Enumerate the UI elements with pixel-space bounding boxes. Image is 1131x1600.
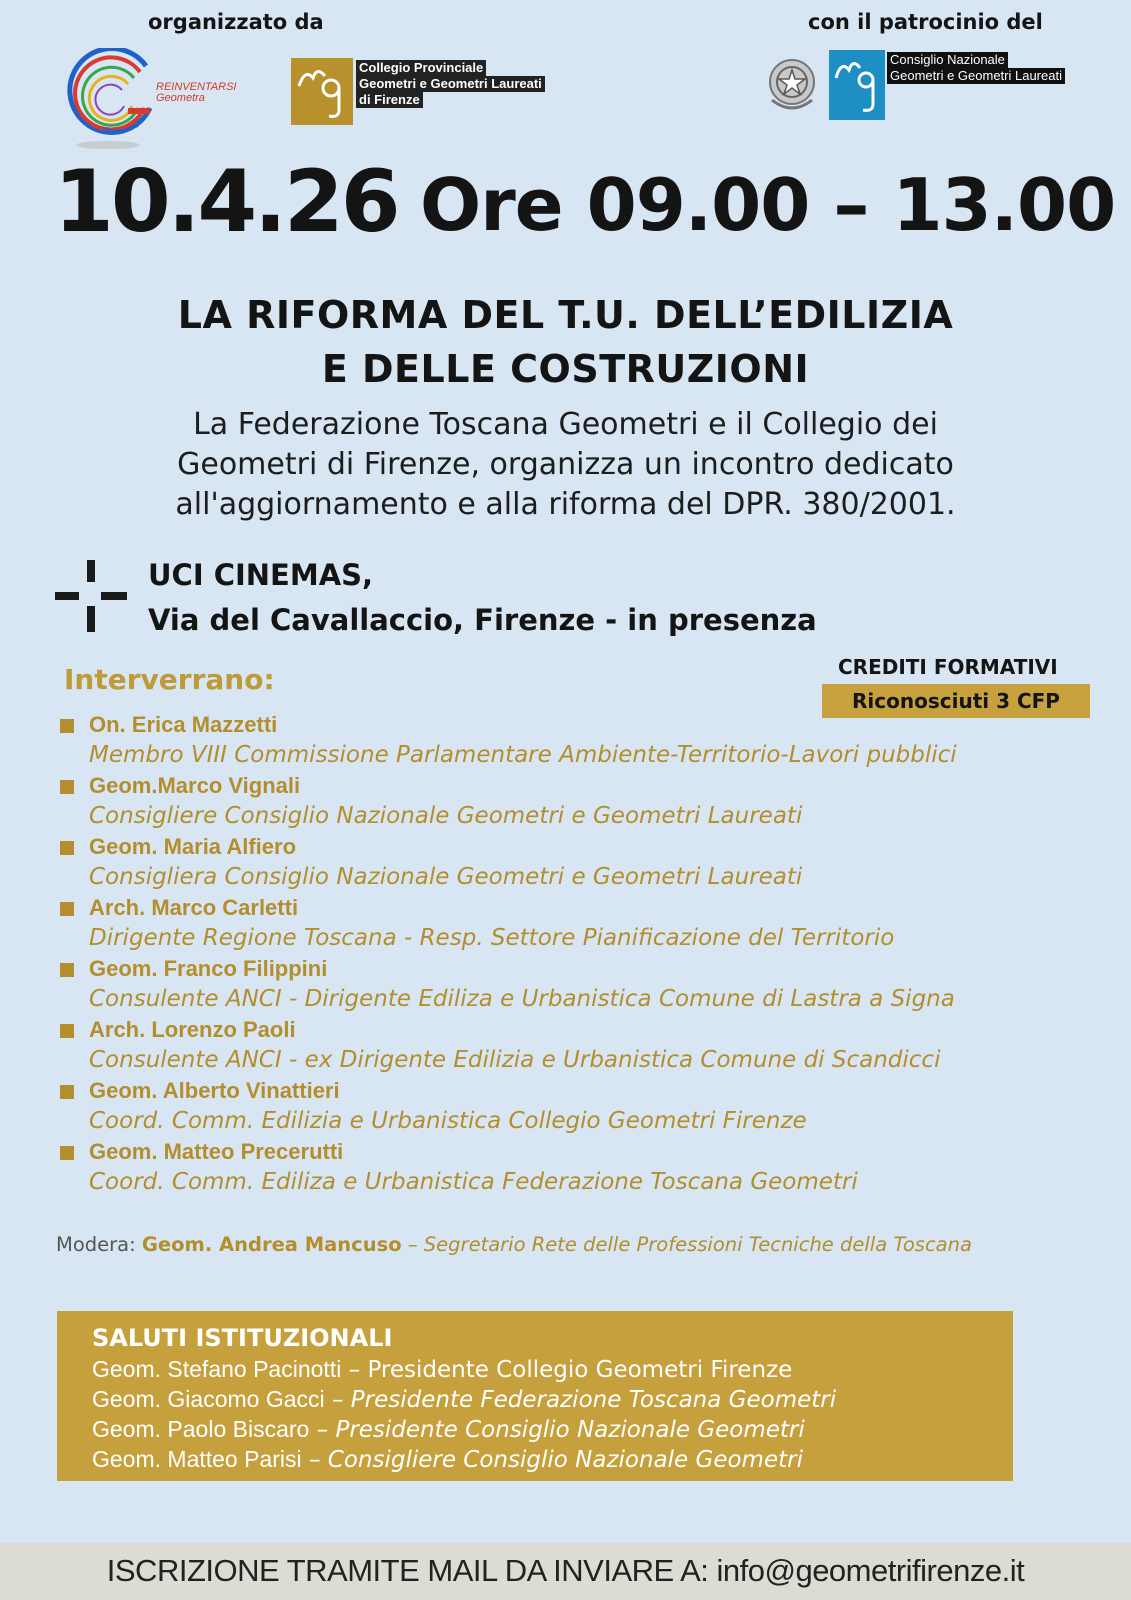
speaker-name: On. Erica Mazzetti <box>89 712 278 737</box>
speaker-role: Coord. Comm. Edilizia e Urbanistica Collegio Geometri Firenze <box>89 1108 807 1134</box>
greeting-line <box>92 1415 836 1445</box>
speakers-list <box>60 712 1120 1200</box>
greeting-line <box>92 1385 836 1415</box>
speaker-role: Dirigente Regione Toscana - Resp. Settore Pianificazione del Territorio <box>89 925 895 951</box>
event-title <box>0 288 1131 396</box>
bullet-square-icon <box>60 963 74 977</box>
greeting-line <box>92 1445 836 1475</box>
event-intro: La Federazione Toscana Geometri e il Collegio dei Geometri di Firenze, organizza un incontro dedicato all'aggiornamento e alla riforma del DPR. 380/2001. <box>175 407 956 522</box>
speaker-item <box>60 1078 1120 1139</box>
event-time: Ore 09.00 – 13.00 <box>420 163 1116 247</box>
speaker-role: Consigliere Consiglio Nazionale Geometri e Geometri Laureati <box>89 803 803 829</box>
reinventarsi-wordmark: REINVENTARSI Geometra <box>156 81 237 104</box>
speaker-item <box>60 1139 1120 1200</box>
greeting-name: Geom. Matteo Parisi <box>92 1446 302 1472</box>
speaker-item <box>60 773 1120 834</box>
event-title-line1: LA RIFORMA DEL T.U. DELL’EDILIZIA <box>177 293 954 337</box>
speaker-item <box>60 895 1120 956</box>
greeting-role: Presidente Federazione Toscana Geometri <box>350 1387 837 1413</box>
collegio-firenze-logo-text: Collegio Provinciale Geometri e Geometri Laureati di Firenze <box>356 60 545 108</box>
speaker-item <box>60 956 1120 1017</box>
collegio-firenze-logo-icon <box>291 58 353 125</box>
greeting-role: Consigliere Consiglio Nazionale Geometri <box>327 1447 803 1473</box>
speaker-name: Geom.Marco Vignali <box>89 773 301 798</box>
speaker-name: Geom. Franco Filippini <box>89 956 328 981</box>
consiglio-nazionale-logo-text: Consiglio Nazionale Geometri e Geometri Laureati <box>887 52 1065 84</box>
bullet-square-icon <box>60 1085 74 1099</box>
speaker-role: Consulente ANCI - Dirigente Ediliza e Urbanistica Comune di Lastra a Signa <box>89 986 955 1012</box>
greeting-role: Presidente Collegio Geometri Firenze <box>367 1357 793 1383</box>
moderator-label: Modera: <box>56 1233 136 1256</box>
moderator-line <box>56 1233 972 1256</box>
patronage-label: con il patrocinio del <box>808 10 1043 34</box>
speaker-name: Arch. Marco Carletti <box>89 895 299 920</box>
greetings-box <box>57 1311 1013 1481</box>
bullet-square-icon <box>60 719 74 733</box>
speaker-role: Consigliera Consiglio Nazionale Geometri e Geometri Laureati <box>89 864 803 890</box>
speaker-name: Geom. Matteo Precerutti <box>89 1139 344 1164</box>
greeting-separator: – <box>301 1447 328 1473</box>
bullet-square-icon <box>60 1146 74 1160</box>
location-crosshair-icon <box>55 560 127 632</box>
credits-title: CREDITI FORMATIVI <box>838 655 1058 679</box>
greeting-separator: – <box>341 1357 368 1383</box>
greeting-name: Geom. Stefano Pacinotti <box>92 1356 342 1382</box>
bullet-square-icon <box>60 841 74 855</box>
moderator-name: Geom. Andrea Mancuso <box>141 1233 402 1256</box>
bullet-square-icon <box>60 902 74 916</box>
venue-name: UCI CINEMAS, <box>148 558 374 592</box>
greetings-title: SALUTI ISTITUZIONALI <box>92 1324 393 1352</box>
consiglio-nazionale-logo-icon <box>829 50 885 120</box>
registration-info: ISCRIZIONE TRAMITE MAIL DA INVIARE A: info@geometrifirenze.it <box>106 1553 1025 1588</box>
greeting-name: Geom. Paolo Biscaro <box>92 1416 310 1442</box>
speaker-item <box>60 1017 1120 1078</box>
bullet-square-icon <box>60 780 74 794</box>
speaker-name: Arch. Lorenzo Paoli <box>89 1017 296 1042</box>
speaker-role: Consulente ANCI - ex Dirigente Edilizia e Urbanistica Comune di Scandicci <box>89 1047 941 1073</box>
event-date: 10.4.26 <box>54 152 398 252</box>
footer-bar <box>0 1543 1131 1600</box>
organized-by-label: organizzato da <box>148 10 324 34</box>
speaker-item <box>60 712 1120 773</box>
credits-badge: Riconosciuti 3 CFP <box>822 684 1090 718</box>
speaker-role: Membro VIII Commissione Parlamentare Ambiente-Territorio-Lavori pubblici <box>89 742 957 768</box>
speaker-role: Coord. Comm. Ediliza e Urbanistica Federazione Toscana Geometri <box>89 1169 858 1195</box>
moderator-role: Segretario Rete delle Professioni Tecniche della Toscana <box>423 1233 972 1256</box>
italian-republic-emblem-icon <box>764 50 820 120</box>
speakers-heading: Interverrano: <box>64 663 275 696</box>
greeting-separator: – <box>309 1417 336 1443</box>
moderator-separator: – <box>401 1233 424 1256</box>
greeting-separator: – <box>324 1387 351 1413</box>
greeting-name: Geom. Giacomo Gacci <box>92 1386 325 1412</box>
greeting-role: Presidente Consiglio Nazionale Geometri <box>335 1417 805 1443</box>
event-title-line2: E DELLE COSTRUZIONI <box>321 347 810 391</box>
greeting-line <box>92 1355 836 1385</box>
speaker-item <box>60 834 1120 895</box>
speaker-name: Geom. Maria Alfiero <box>89 834 297 859</box>
venue-address: Via del Cavallaccio, Firenze - in presenza <box>148 603 817 637</box>
bullet-square-icon <box>60 1024 74 1038</box>
speaker-name: Geom. Alberto Vinattieri <box>89 1078 340 1103</box>
